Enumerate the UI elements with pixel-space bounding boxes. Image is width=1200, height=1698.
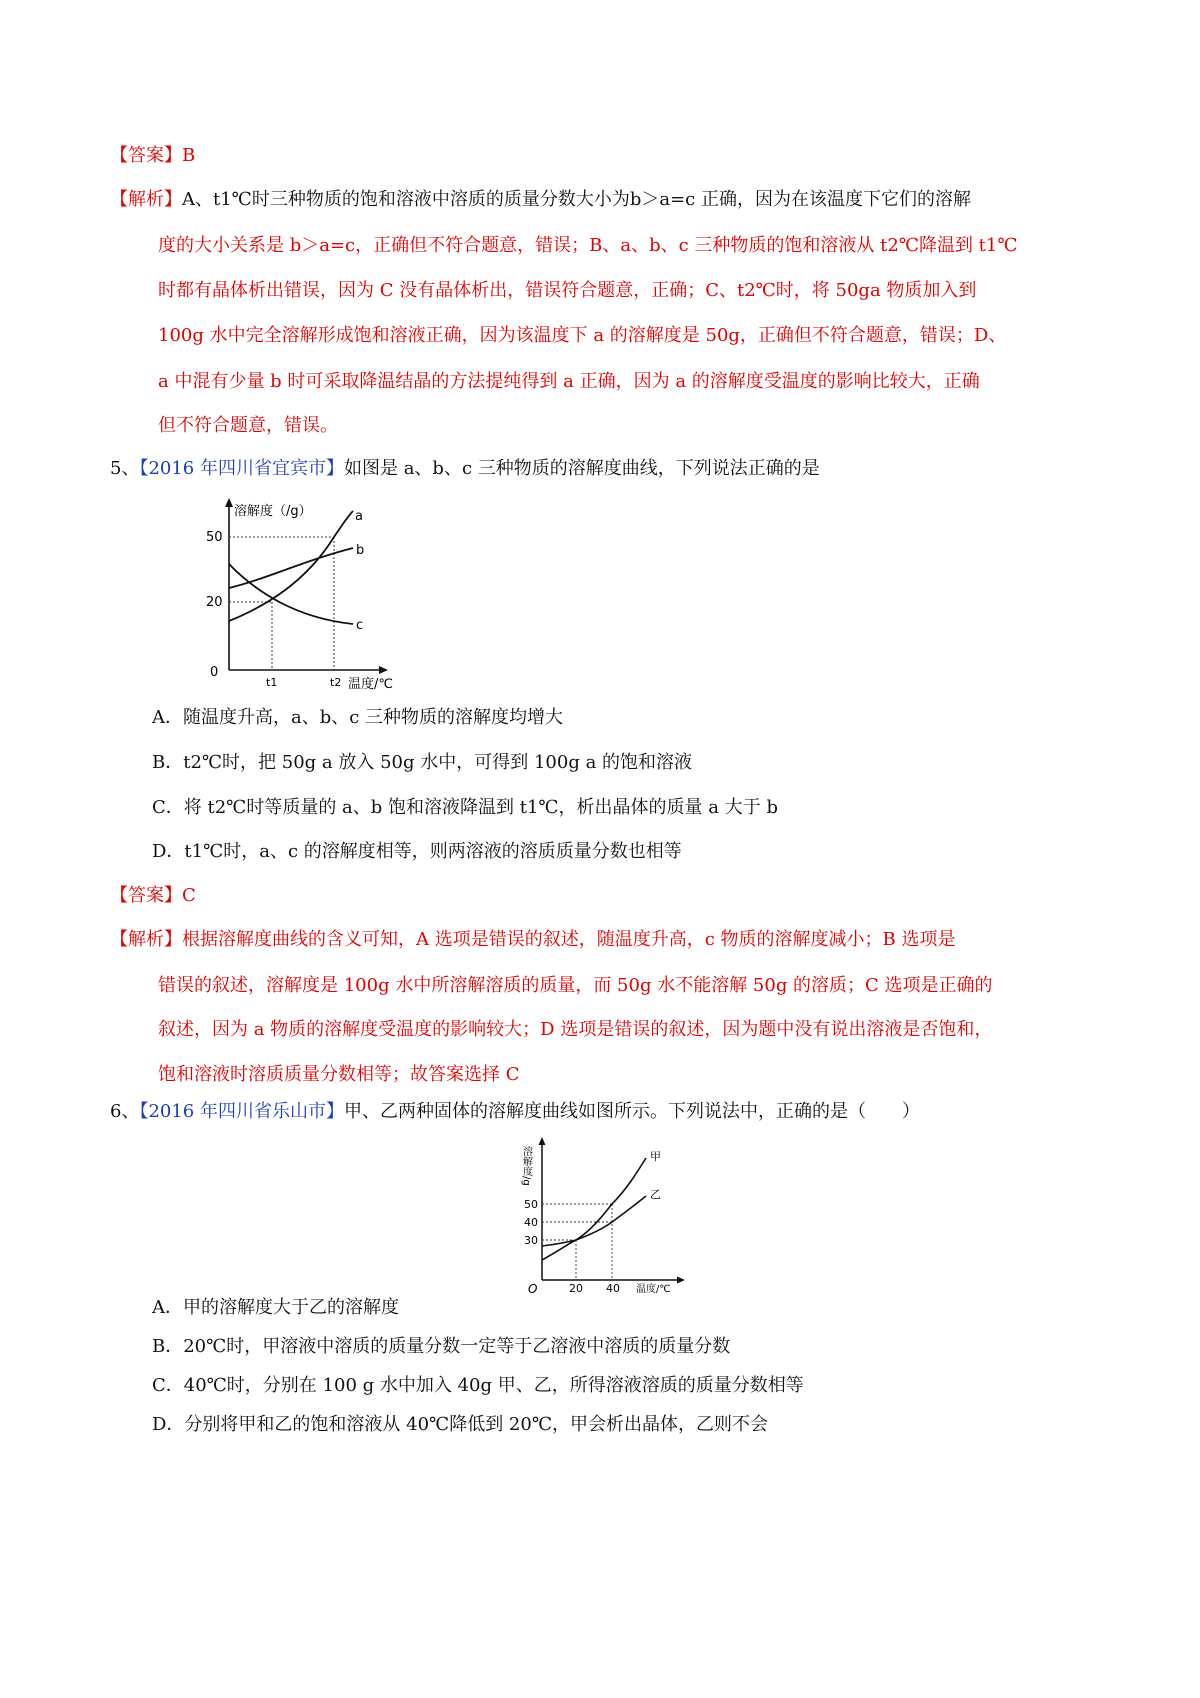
- q6-stem: 甲、乙两种固体的溶解度曲线如图所示。下列说法中，正确的是（ ）: [343, 1101, 920, 1122]
- q5-analysis-text-1: 根据溶解度曲线的含义可知，A 选项是错误的叙述，随温度升高，c 物质的溶解度减小；B 选项是: [182, 929, 956, 950]
- q5-solubility-chart: [196, 490, 431, 690]
- q5-option-a: A．随温度升高，a、b、c 三种物质的溶解度均增大: [152, 707, 564, 728]
- q5-x-arrow: [379, 666, 388, 674]
- q4-answer-line: [110, 144, 1110, 168]
- q5-stem: 如图是 a、b、c 三种物质的溶解度曲线，下列说法正确的是: [343, 458, 820, 479]
- q4-answer-bracket: 【答案】: [110, 145, 182, 166]
- q5-analysis-line-2: 错误的叙述，溶解度是 100g 水中所溶解溶质的质量，而 50g 水不能溶解 50g 的溶质；C 选项是正确的: [158, 975, 993, 996]
- q6-solubility-chart: [520, 1134, 690, 1296]
- q6-option-a: A．甲的溶解度大于乙的溶解度: [152, 1297, 399, 1318]
- q6-stem-line: [110, 1100, 1110, 1124]
- q5-y-label: 溶解度（/g）: [234, 504, 312, 519]
- q6-x-arrow: [677, 1277, 685, 1284]
- q6-option-d: D．分别将甲和乙的饱和溶液从 40℃降低到 20℃，甲会析出晶体，乙则不会: [152, 1414, 768, 1435]
- q4-analysis-line-1: [110, 188, 1110, 212]
- q6-number: 6、: [110, 1101, 140, 1122]
- q6-option-c: C．40℃时，分别在 100 g 水中加入 40g 甲、乙，所得溶液溶质的质量分数相等: [152, 1375, 804, 1396]
- q6-x-tick-40: 40: [606, 1282, 620, 1295]
- q4-analysis-line-6: 但不符合题意，错误。: [158, 415, 338, 436]
- q5-option-b: B．t2℃时，把 50g a 放入 50g 水中，可得到 100g a 的饱和溶液: [152, 752, 693, 773]
- q5-option-c: C．将 t2℃时等质量的 a、b 饱和溶液降温到 t1℃，析出晶体的质量 a 大于 b: [152, 797, 778, 818]
- q6-curve-yi: [542, 1196, 646, 1246]
- q6-y-tick-50: 50: [524, 1198, 538, 1211]
- q4-analysis-line-5: a 中混有少量 b 时可采取降温结晶的方法提纯得到 a 正确，因为 a 的溶解度受温度的影响比较大，正确: [158, 371, 980, 392]
- q6-source: 【2016 年四川省乐山市】: [139, 1101, 344, 1122]
- q6-y-tick-30: 30: [524, 1234, 538, 1247]
- q5-x-tick-t2: t2: [330, 676, 342, 689]
- q6-y-label: 溶解度/g: [520, 1146, 532, 1186]
- q4-analysis-line-4: 100g 水中完全溶解形成饱和溶液正确，因为该温度下 a 的溶解度是 50g，正确但不符合题意，错误；D、: [158, 325, 1007, 346]
- q6-y-tick-40: 40: [524, 1216, 538, 1229]
- q5-analysis-line-1: [110, 928, 1110, 952]
- q5-series-label-a: a: [355, 509, 363, 524]
- q6-x-label: 温度/℃: [636, 1284, 671, 1295]
- q5-analysis-line-4: 饱和溶液时溶质质量分数相等；故答案选择 C: [158, 1064, 520, 1085]
- q5-x-label: 温度/℃: [348, 677, 393, 690]
- q6-series-label-jia: 甲: [650, 1150, 661, 1163]
- q5-y-tick-20: 20: [206, 595, 223, 610]
- q4-analysis-bracket: 【解析】: [110, 189, 182, 210]
- q5-y-arrow: [225, 498, 233, 507]
- q4-answer: B: [182, 145, 196, 166]
- q6-y-arrow: [539, 1137, 546, 1145]
- q4-analysis-line-3: 时都有晶体析出错误，因为 C 没有晶体析出，错误符合题意，正确；C、t2℃时，将 50ga 物质加入到: [158, 280, 977, 301]
- q6-x-tick-20: 20: [569, 1282, 583, 1295]
- q5-option-d: D．t1℃时，a、c 的溶解度相等，则两溶液的溶质质量分数也相等: [152, 841, 682, 862]
- q5-answer: C: [182, 885, 196, 906]
- q5-source: 【2016 年四川省宜宾市】: [139, 458, 344, 479]
- q5-answer-line: [110, 884, 1110, 908]
- q5-analysis-line-3: 叙述，因为 a 物质的溶解度受温度的影响较大；D 选项是错误的叙述，因为题中没有说出溶液是否饱和，: [158, 1019, 993, 1040]
- q4-analysis-line-2: 度的大小关系是 b＞a=c，正确但不符合题意，错误；B、a、b、c 三种物质的饱和溶液从 t2℃降温到 t1℃: [158, 235, 1018, 256]
- q6-series-label-yi: 乙: [650, 1188, 661, 1201]
- q5-y-tick-50: 50: [206, 530, 223, 545]
- q4-analysis-text-1: A、t1℃时三种物质的饱和溶液中溶质的质量分数大小为b＞a=c 正确，因为在该温度下它们的溶解: [182, 189, 971, 210]
- q6-option-b: B．20℃时，甲溶液中溶质的质量分数一定等于乙溶液中溶质的质量分数: [152, 1336, 731, 1357]
- q5-stem-line: [110, 457, 1110, 481]
- q5-answer-bracket: 【答案】: [110, 885, 182, 906]
- q5-series-label-c: c: [356, 618, 364, 633]
- q5-origin-label: 0: [210, 665, 219, 680]
- q6-origin-label: O: [528, 1282, 538, 1296]
- q5-analysis-bracket: 【解析】: [110, 929, 182, 950]
- q5-series-label-b: b: [356, 543, 365, 558]
- q5-x-tick-t1: t1: [266, 676, 278, 689]
- q5-number: 5、: [110, 458, 140, 479]
